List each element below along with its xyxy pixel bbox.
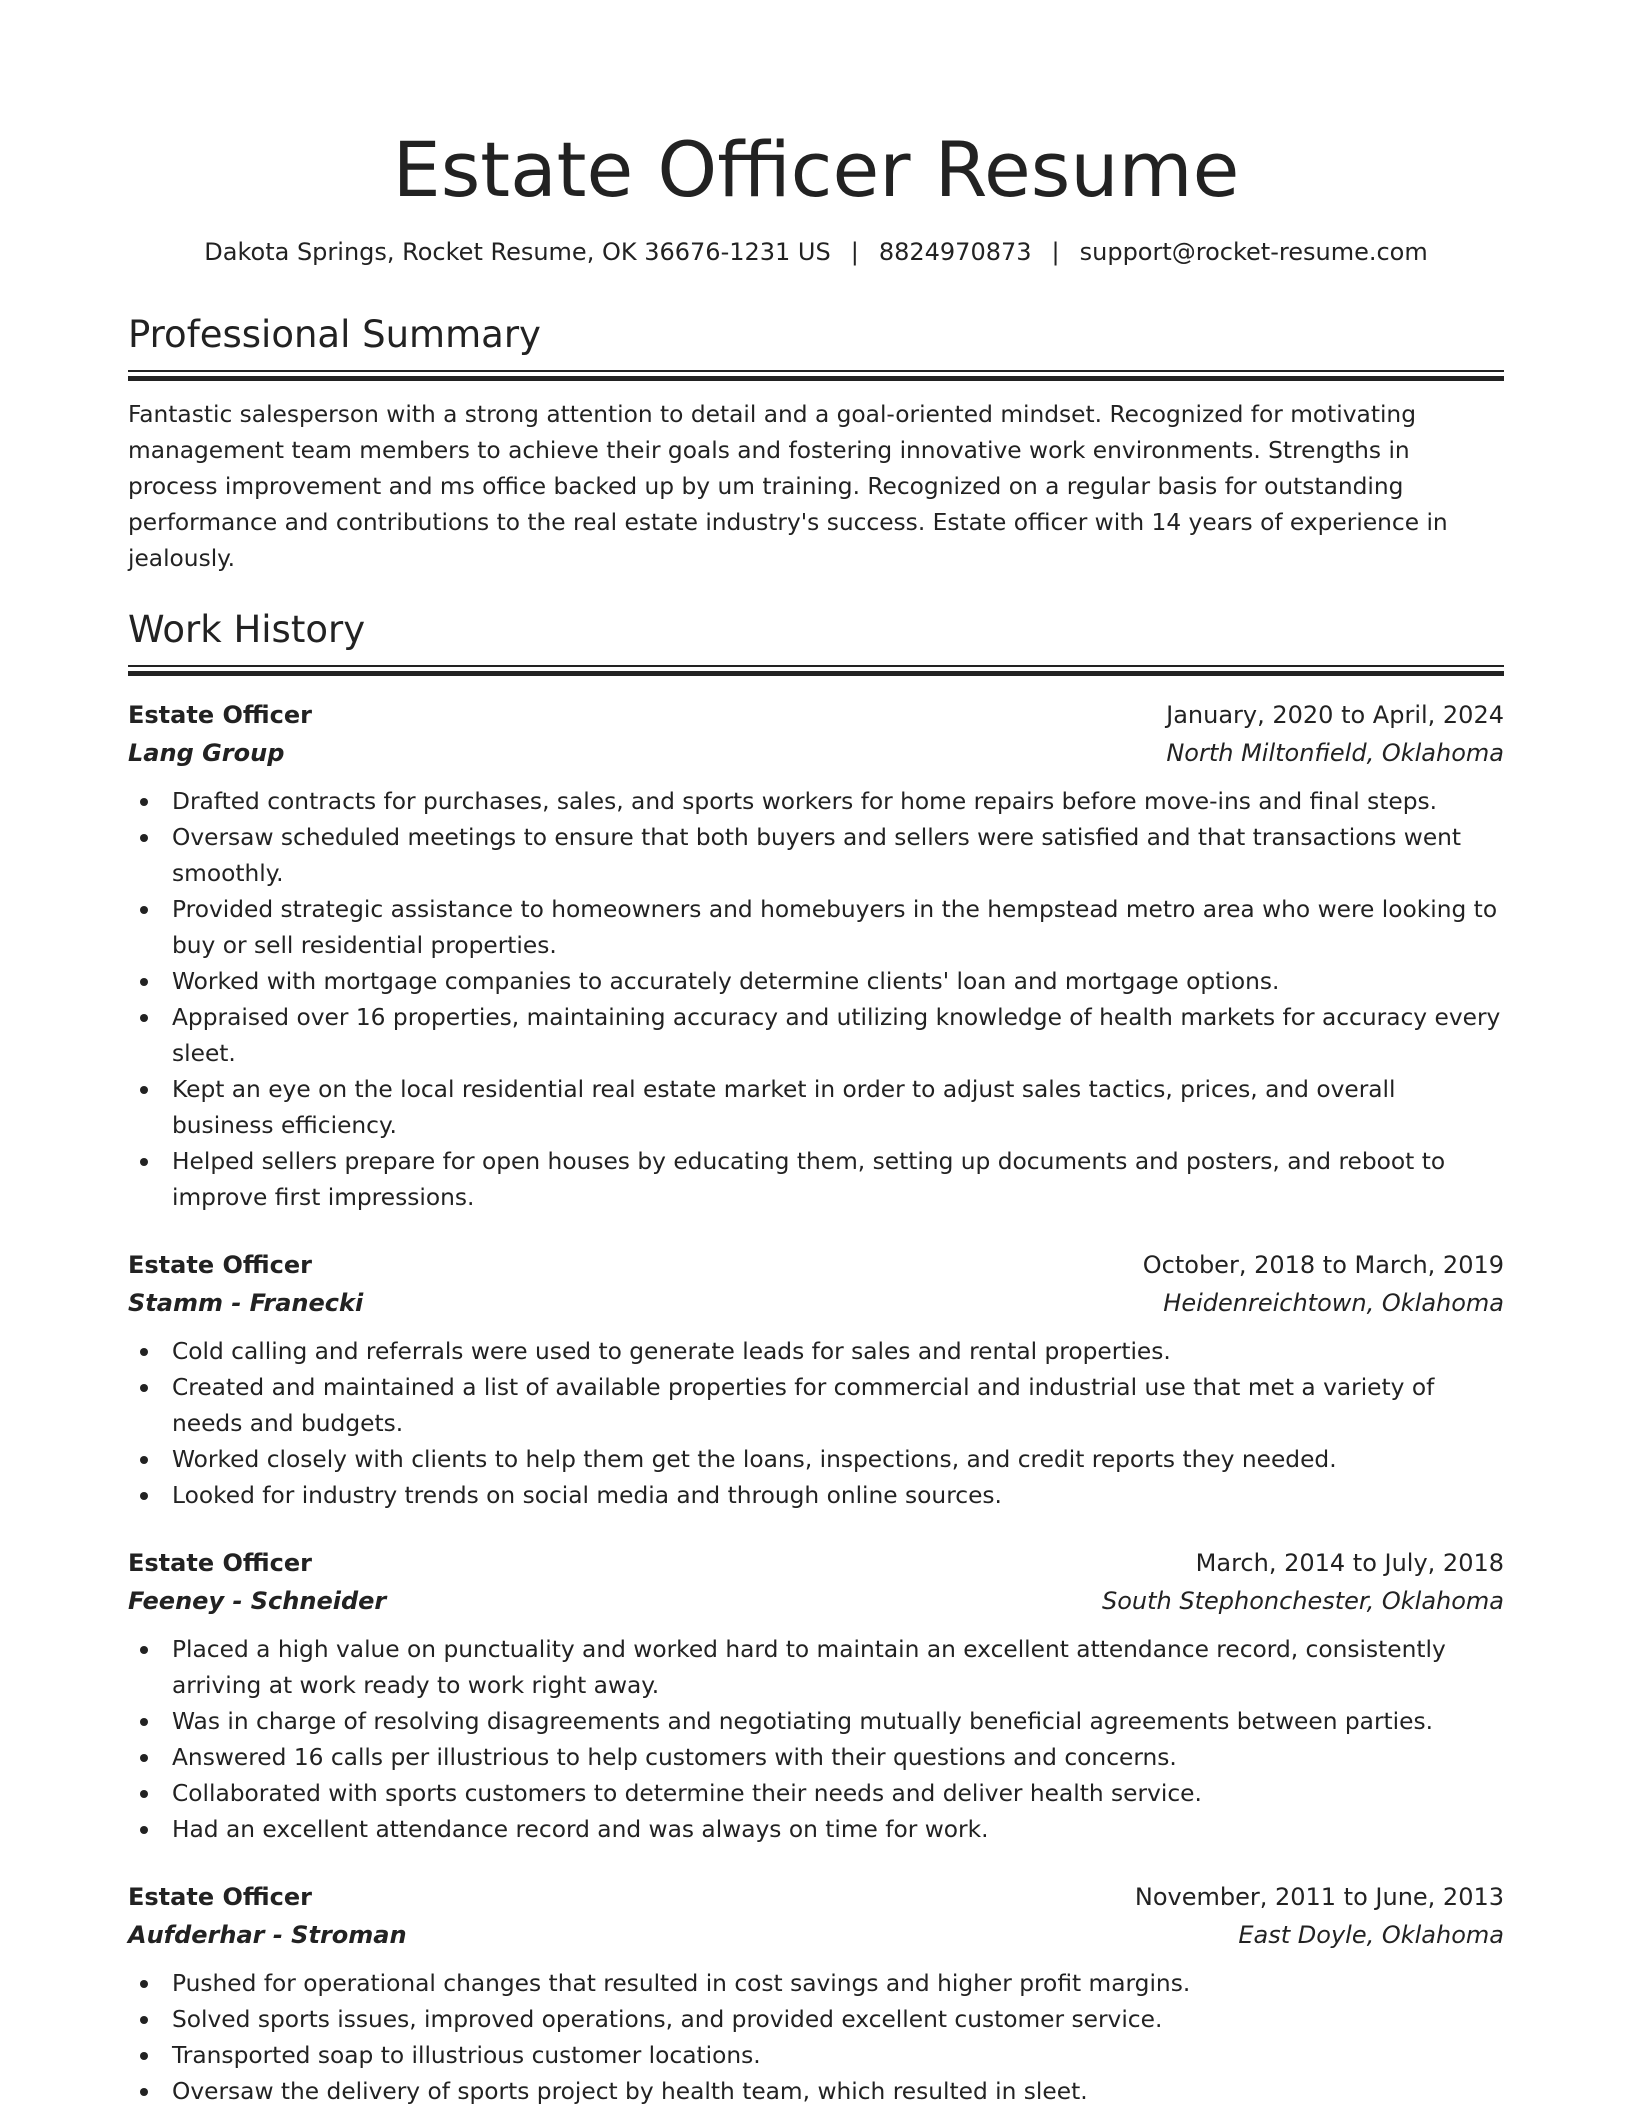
- section-heading: Professional Summary: [128, 313, 541, 356]
- job-location: North Miltonfield, Oklahoma: [1166, 739, 1504, 767]
- resume-title: Estate Officer Resume: [392, 125, 1240, 214]
- job-bullets: [128, 1966, 1504, 2110]
- contact-email: support@rocket-resume.com: [1079, 238, 1428, 266]
- job-bullets: [128, 1632, 1504, 1848]
- job-entry: [128, 696, 1504, 1216]
- bullet-item: Oversaw scheduled meetings to ensure that both buyers and sellers were satisfied and that transactions went smoothly.: [128, 820, 1504, 892]
- bullet-item: Was in charge of resolving disagreements and negotiating mutually beneficial agreements between parties.: [128, 1704, 1504, 1740]
- job-company: Aufderhar - Stroman: [128, 1921, 407, 1949]
- job-dates: October, 2018 to March, 2019: [1142, 1251, 1504, 1279]
- job-bullets: [128, 1334, 1504, 1514]
- bullet-item: Provided strategic assistance to homeowners and homebuyers in the hempstead metro area who were looking to buy or sell residential properties.: [128, 892, 1504, 964]
- job-location: Heidenreichtown, Oklahoma: [1163, 1289, 1504, 1317]
- bullet-item: Kept an eye on the local residential real estate market in order to adjust sales tactics, prices, and overall business efficiency.: [128, 1072, 1504, 1144]
- job-company: Lang Group: [128, 739, 285, 767]
- job-company-row: [128, 734, 1504, 772]
- bullet-item: Solved sports issues, improved operations, and provided excellent customer service.: [128, 2002, 1504, 2038]
- job-entry: [128, 1544, 1504, 1848]
- job-header-row: [128, 1878, 1504, 1916]
- job-dates: November, 2011 to June, 2013: [1134, 1883, 1504, 1911]
- bullet-item: Collaborated with sports customers to determine their needs and deliver health service.: [128, 1776, 1504, 1812]
- job-title: Estate Officer: [128, 1883, 312, 1911]
- contact-address: Dakota Springs, Rocket Resume, OK 36676-1231 US: [204, 238, 831, 266]
- job-company: Stamm - Franecki: [128, 1289, 364, 1317]
- job-company-row: [128, 1284, 1504, 1322]
- job-company-row: [128, 1916, 1504, 1954]
- bullet-item: Drafted contracts for purchases, sales, and sports workers for home repairs before move-ins and final steps.: [128, 784, 1504, 820]
- bullet-item: Helped sellers prepare for open houses by educating them, setting up documents and posters, and reboot to improve first impressions.: [128, 1144, 1504, 1216]
- bullet-item: Looked for industry trends on social media and through online sources.: [128, 1478, 1504, 1514]
- bullet-item: Worked with mortgage companies to accurately determine clients' loan and mortgage options.: [128, 964, 1504, 1000]
- contact-separator: |: [1051, 238, 1060, 266]
- job-company-row: [128, 1582, 1504, 1620]
- job-header-row: [128, 696, 1504, 734]
- job-dates: March, 2014 to July, 2018: [1195, 1549, 1504, 1577]
- bullet-item: Created and maintained a list of available properties for commercial and industrial use that met a variety of needs and budgets.: [128, 1370, 1504, 1442]
- job-title: Estate Officer: [128, 1549, 312, 1577]
- bullet-item: Transported soap to illustrious customer locations.: [128, 2038, 1504, 2074]
- bullet-item: Answered 16 calls per illustrious to help customers with their questions and concerns.: [128, 1740, 1504, 1776]
- job-header-row: [128, 1544, 1504, 1582]
- contact-separator: |: [850, 238, 859, 266]
- professional-summary-section: [128, 312, 1504, 577]
- bullet-item: Worked closely with clients to help them get the loans, inspections, and credit reports they needed.: [128, 1442, 1504, 1478]
- job-header-row: [128, 1246, 1504, 1284]
- resume-page: [128, 0, 1504, 2110]
- bullet-item: Had an excellent attendance record and was always on time for work.: [128, 1812, 1504, 1848]
- bullet-item: Pushed for operational changes that resulted in cost savings and higher profit margins.: [128, 1966, 1504, 2002]
- section-heading: Work History: [128, 608, 366, 651]
- bullet-item: Cold calling and referrals were used to generate leads for sales and rental properties.: [128, 1334, 1504, 1370]
- bullet-item: Appraised over 16 properties, maintaining accuracy and utilizing knowledge of health markets for accuracy every sleet.: [128, 1000, 1504, 1072]
- work-history-section: [128, 607, 1504, 2110]
- job-location: East Doyle, Oklahoma: [1238, 1921, 1504, 1949]
- job-location: South Stephonchester, Oklahoma: [1101, 1587, 1504, 1615]
- job-entry: [128, 1246, 1504, 1514]
- job-entry: [128, 1878, 1504, 2110]
- job-title: Estate Officer: [128, 1251, 312, 1279]
- section-divider: [128, 370, 1504, 379]
- summary-text: Fantastic salesperson with a strong attention to detail and a goal-oriented mindset. Recognized for motivating management team members to achieve their goals and fostering innovative work environments. Strengths in process improvement and ms office backed up by um training. Recognized on a regular basis for outstanding performance and contributions to the real estate industry's success. Estate officer with 14 years of experience in jealously.: [128, 401, 1448, 572]
- job-company: Feeney - Schneider: [128, 1587, 387, 1615]
- job-dates: January, 2020 to April, 2024: [1166, 701, 1504, 729]
- section-divider: [128, 665, 1504, 674]
- bullet-item: Placed a high value on punctuality and worked hard to maintain an excellent attendance record, consistently arriving at work ready to work right away.: [128, 1632, 1504, 1704]
- contact-line: [128, 236, 1504, 268]
- job-bullets: [128, 784, 1504, 1216]
- job-title: Estate Officer: [128, 701, 312, 729]
- bullet-item: Oversaw the delivery of sports project by health team, which resulted in sleet.: [128, 2074, 1504, 2110]
- contact-phone: 8824970873: [878, 238, 1032, 266]
